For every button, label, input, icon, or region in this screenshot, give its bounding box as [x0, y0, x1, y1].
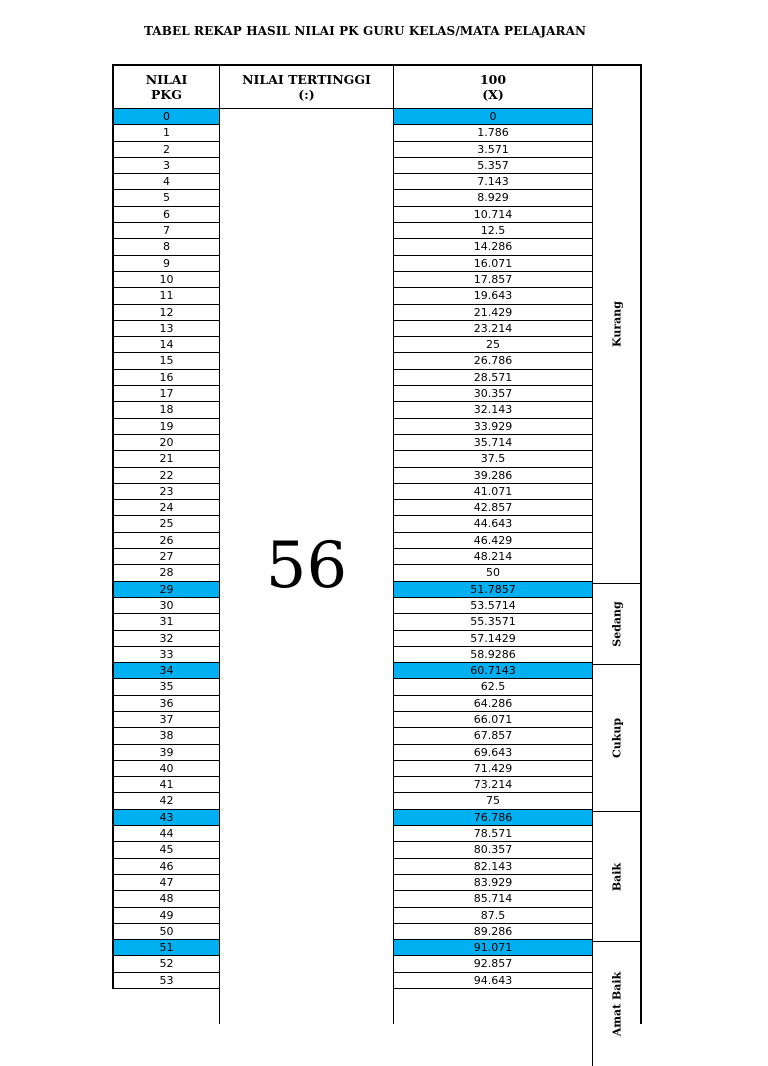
pkg-cell: 3: [114, 158, 220, 174]
pkg-cell: 20: [114, 435, 220, 451]
pkg-cell: 17: [114, 386, 220, 402]
pkg-cell: 0: [114, 109, 220, 125]
pkg-cell: 51: [114, 940, 220, 956]
x-cell: 58.9286: [393, 647, 593, 663]
x-cell: 33.929: [393, 419, 593, 435]
pkg-cell: 50: [114, 924, 220, 940]
pkg-cell: 39: [114, 745, 220, 761]
pkg-cell: 31: [114, 614, 220, 630]
x-cell: 80.357: [393, 842, 593, 858]
category-block: [592, 66, 640, 584]
x-cell: 1.786: [393, 125, 593, 141]
pkg-cell: 49: [114, 908, 220, 924]
x-cell: 23.214: [393, 321, 593, 337]
highest-value: 56: [265, 529, 348, 603]
pkg-cell: 5: [114, 190, 220, 206]
x-cell: 8.929: [393, 190, 593, 206]
pkg-cell: 40: [114, 761, 220, 777]
x-cell: 94.643: [393, 973, 593, 989]
x-cell: 67.857: [393, 728, 593, 744]
x-cell: 10.714: [393, 207, 593, 223]
x-cell: 46.429: [393, 533, 593, 549]
pkg-cell: 18: [114, 402, 220, 418]
x-cell: 66.071: [393, 712, 593, 728]
pkg-column: [112, 109, 220, 989]
score-table: [112, 64, 642, 1037]
header-x: [393, 64, 593, 109]
header-pkg-line1: NILAI: [145, 72, 188, 87]
pkg-cell: 7: [114, 223, 220, 239]
category-block: [592, 665, 640, 812]
pkg-cell: 13: [114, 321, 220, 337]
x-cell: 48.214: [393, 549, 593, 565]
pkg-cell: 47: [114, 875, 220, 891]
x-cell: 69.643: [393, 745, 593, 761]
x-cell: 89.286: [393, 924, 593, 940]
category-label: Sedang: [610, 601, 623, 647]
page-title: TABEL REKAP HASIL NILAI PK GURU KELAS/MATA PELAJARAN: [143, 24, 587, 38]
x-cell: 14.286: [393, 239, 593, 255]
x-cell: 30.357: [393, 386, 593, 402]
x-cell: 42.857: [393, 500, 593, 516]
x-cell: 62.5: [393, 679, 593, 695]
header-highest-line1: NILAI TERTINGGI: [242, 72, 371, 87]
x-cell: 83.929: [393, 875, 593, 891]
header-highest: [219, 64, 394, 109]
category-block: [592, 812, 640, 942]
pkg-cell: 1: [114, 125, 220, 141]
x-cell: 76.786: [393, 810, 593, 826]
x-column: [393, 109, 593, 989]
pkg-cell: 14: [114, 337, 220, 353]
pkg-cell: 48: [114, 891, 220, 907]
pkg-cell: 36: [114, 696, 220, 712]
x-cell: 7.143: [393, 174, 593, 190]
x-cell: 21.429: [393, 305, 593, 321]
pkg-cell: 44: [114, 826, 220, 842]
pkg-cell: 35: [114, 679, 220, 695]
x-cell: 92.857: [393, 956, 593, 972]
pkg-cell: 37: [114, 712, 220, 728]
pkg-cell: 52: [114, 956, 220, 972]
highest-column: [219, 109, 394, 1024]
x-cell: 87.5: [393, 908, 593, 924]
pkg-cell: 12: [114, 305, 220, 321]
pkg-cell: 25: [114, 516, 220, 532]
header-pkg-line2: PKG: [151, 87, 182, 102]
header-x-line2: (X): [482, 87, 504, 102]
pkg-cell: 10: [114, 272, 220, 288]
pkg-cell: 19: [114, 419, 220, 435]
x-cell: 82.143: [393, 859, 593, 875]
pkg-cell: 15: [114, 353, 220, 369]
x-cell: 19.643: [393, 288, 593, 304]
x-cell: 0: [393, 109, 593, 125]
pkg-cell: 33: [114, 647, 220, 663]
x-cell: 75: [393, 793, 593, 809]
pkg-cell: 8: [114, 239, 220, 255]
pkg-cell: 53: [114, 973, 220, 989]
category-block: [592, 942, 640, 1066]
pkg-cell: 42: [114, 793, 220, 809]
x-cell: 41.071: [393, 484, 593, 500]
x-cell: 3.571: [393, 142, 593, 158]
pkg-cell: 45: [114, 842, 220, 858]
x-cell: 55.3571: [393, 614, 593, 630]
x-cell: 28.571: [393, 370, 593, 386]
x-cell: 71.429: [393, 761, 593, 777]
pkg-cell: 46: [114, 859, 220, 875]
pkg-cell: 4: [114, 174, 220, 190]
pkg-cell: 21: [114, 451, 220, 467]
x-cell: 5.357: [393, 158, 593, 174]
category-block: [592, 584, 640, 666]
pkg-cell: 2: [114, 142, 220, 158]
category-label: Amat Baik: [610, 971, 623, 1037]
pkg-cell: 30: [114, 598, 220, 614]
pkg-cell: 16: [114, 370, 220, 386]
x-cell: 60.7143: [393, 663, 593, 679]
header-highest-line2: (:): [298, 87, 315, 102]
pkg-cell: 41: [114, 777, 220, 793]
pkg-cell: 43: [114, 810, 220, 826]
pkg-cell: 38: [114, 728, 220, 744]
header-x-line1: 100: [479, 72, 507, 87]
x-cell: 16.071: [393, 256, 593, 272]
pkg-cell: 28: [114, 565, 220, 581]
x-cell: 32.143: [393, 402, 593, 418]
x-cell: 53.5714: [393, 598, 593, 614]
x-cell: 50: [393, 565, 593, 581]
pkg-cell: 24: [114, 500, 220, 516]
x-cell: 39.286: [393, 468, 593, 484]
category-label: Kurang: [610, 301, 623, 348]
pkg-cell: 29: [114, 582, 220, 598]
x-cell: 85.714: [393, 891, 593, 907]
x-cell: 17.857: [393, 272, 593, 288]
x-cell: 51.7857: [393, 582, 593, 598]
pkg-cell: 34: [114, 663, 220, 679]
pkg-cell: 22: [114, 468, 220, 484]
category-label: Cukup: [610, 717, 623, 759]
category-column: [592, 64, 642, 1037]
x-cell: 64.286: [393, 696, 593, 712]
pkg-cell: 9: [114, 256, 220, 272]
x-cell: 26.786: [393, 353, 593, 369]
x-cell: 25: [393, 337, 593, 353]
x-cell: 73.214: [393, 777, 593, 793]
pkg-cell: 27: [114, 549, 220, 565]
pkg-cell: 23: [114, 484, 220, 500]
pkg-cell: 6: [114, 207, 220, 223]
x-cell: 57.1429: [393, 631, 593, 647]
x-cell: 78.571: [393, 826, 593, 842]
x-cell: 12.5: [393, 223, 593, 239]
pkg-cell: 32: [114, 631, 220, 647]
x-cell: 37.5: [393, 451, 593, 467]
x-cell: 44.643: [393, 516, 593, 532]
pkg-cell: 26: [114, 533, 220, 549]
x-cell: 35.714: [393, 435, 593, 451]
pkg-cell: 11: [114, 288, 220, 304]
category-label: Baik: [610, 862, 623, 891]
header-pkg: [112, 64, 220, 109]
x-cell: 91.071: [393, 940, 593, 956]
